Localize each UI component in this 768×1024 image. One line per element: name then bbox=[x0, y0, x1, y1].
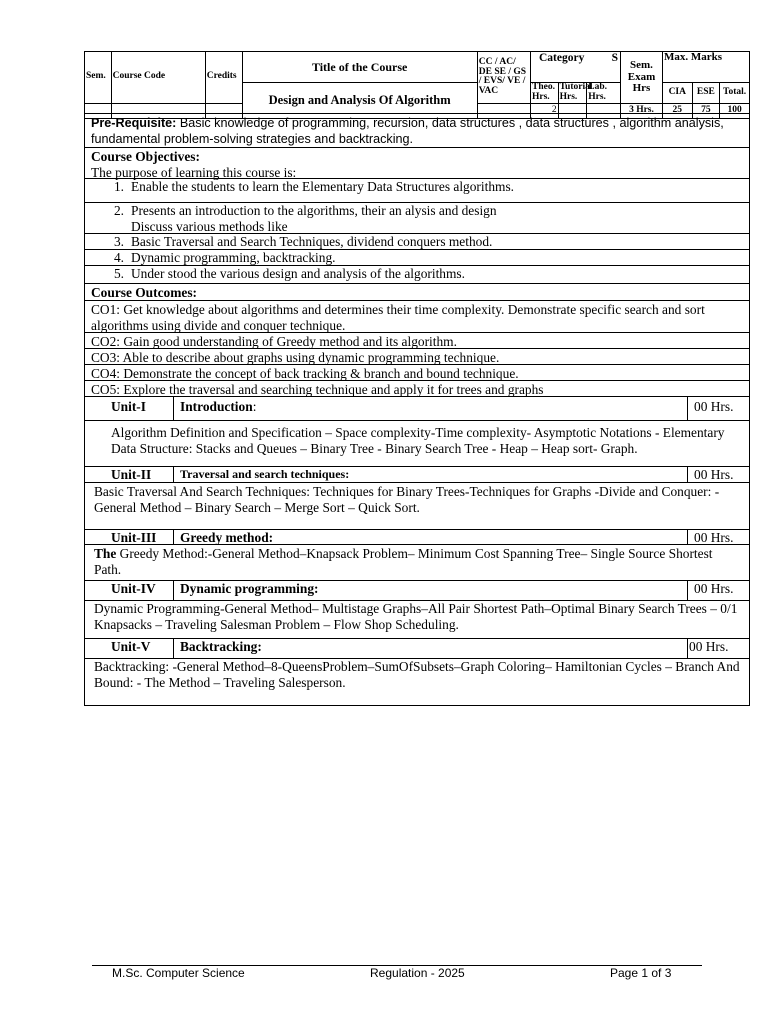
objective-text: Under stood the various design and analysis of the algorithms. bbox=[131, 266, 465, 281]
unit-3-content bbox=[85, 544, 749, 580]
course-header-table bbox=[84, 51, 750, 119]
sem-exam-label: Sem. Exam Hrs bbox=[621, 52, 663, 104]
category-label bbox=[530, 52, 620, 83]
objective-item-2 bbox=[85, 202, 749, 233]
theo-label: Theo. Hrs. bbox=[530, 83, 558, 104]
prerequisite-row bbox=[85, 113, 749, 147]
objective-text: Enable the students to learn the Elementary Data Structures algorithms. bbox=[131, 179, 515, 194]
objectives-intro-row bbox=[85, 147, 749, 178]
objective-num: 4. bbox=[113, 250, 124, 265]
objective-num: 2. bbox=[113, 203, 124, 218]
prerequisite-text: Basic knowledge of programming, recursion, data structures , data structures , algorithm analysis, fundamental problem-solving strategies and backtracking. bbox=[91, 116, 724, 146]
total-value: 100 bbox=[720, 103, 750, 118]
unit-title: Traversal and search techniques: bbox=[180, 467, 350, 481]
unit-3-header bbox=[85, 529, 749, 544]
credits-label: Credits bbox=[205, 52, 242, 104]
objective-num: 1. bbox=[113, 179, 124, 194]
course-title: Design and Analysis Of Algorithm bbox=[242, 83, 477, 119]
unit-1-header bbox=[85, 396, 749, 420]
unit-hours: 00 Hrs. bbox=[687, 581, 749, 600]
prerequisite-label: Pre-Requisite: bbox=[91, 116, 177, 130]
unit-2-content: Basic Traversal And Search Techniques: Techniques for Binary Trees-Techniques for Graphs -Divide and Conquer: - General Method – Binary Search – Merge Sort – Quick Sort. bbox=[85, 482, 749, 529]
tutorial-label: Tutorial Hrs. bbox=[559, 82, 593, 102]
objective-text: Presents an introduction to the algorithms, their an alysis and design bbox=[131, 203, 497, 218]
max-marks-label: Max. Marks bbox=[662, 52, 749, 83]
title-label: Title of the Course bbox=[242, 52, 477, 83]
objective-item-1 bbox=[85, 178, 749, 202]
objectives-intro: The purpose of learning this course is: bbox=[91, 164, 297, 180]
total-label: Total. bbox=[720, 83, 750, 104]
objective-text: Dynamic programming, backtracking. bbox=[131, 250, 336, 265]
objectives-heading: Course Objectives: bbox=[91, 149, 200, 164]
unit-2-header bbox=[85, 466, 749, 482]
outcome-co1: CO1: Get knowledge about algorithms and determines their time complexity. Demonstrate specific search and sort algorithms using divide and conquer technique. bbox=[85, 300, 749, 332]
unit-3-content-lead: The bbox=[94, 546, 117, 561]
unit-name: Unit-V bbox=[85, 639, 174, 658]
unit-name: Unit-II bbox=[85, 467, 174, 482]
unit-3-content-text: Greedy Method:-General Method–Knapsack Problem– Minimum Cost Spanning Tree– Single Source Shortest Path. bbox=[94, 546, 713, 577]
unit-hours: 00 Hrs. bbox=[687, 397, 749, 420]
unit-title: Introduction bbox=[180, 399, 253, 414]
syllabus-body bbox=[84, 113, 750, 706]
lab-label: Lab. Hrs. bbox=[587, 83, 621, 104]
unit-5-content: Backtracking: -General Method–8-QueensProblem–SumOfSubsets–Graph Coloring– Hamiltonian Cycles – Branch And Bound: - The Method – Traveling Salesperson. bbox=[85, 658, 749, 705]
exam-hrs-value: 3 Hrs. bbox=[621, 103, 663, 118]
cia-value: 25 bbox=[662, 103, 692, 118]
unit-name: Unit-I bbox=[85, 397, 174, 420]
footer-program: M.Sc. Computer Science bbox=[112, 966, 245, 980]
outcome-co2: CO2: Gain good understanding of Greedy method and its algorithm. bbox=[85, 332, 749, 348]
sem-label: Sem. bbox=[85, 52, 112, 104]
unit-title-suffix: : bbox=[252, 399, 257, 414]
unit-name: Unit-IV bbox=[85, 581, 174, 600]
unit-hours: 00 Hrs. bbox=[687, 639, 749, 658]
cc-label: CC / AC/ DE SE / GS / EVS/ VE / VAC bbox=[477, 52, 530, 104]
ese-label: ESE bbox=[692, 83, 720, 104]
outcome-co4: CO4: Demonstrate the concept of back tracking & branch and bound technique. bbox=[85, 364, 749, 380]
footer-regulation: Regulation - 2025 bbox=[370, 966, 465, 980]
objective-text: Basic Traversal and Search Techniques, dividend conquers method. bbox=[131, 234, 493, 249]
unit-4-header bbox=[85, 580, 749, 600]
cia-label: CIA bbox=[662, 83, 692, 104]
footer-page-number: Page 1 of 3 bbox=[610, 966, 672, 980]
objective-item-4 bbox=[85, 249, 749, 265]
unit-hours: 00 Hrs. bbox=[687, 530, 749, 544]
objective-text-continued: Discuss various methods like bbox=[131, 218, 288, 234]
outcome-co3: CO3: Able to describe about graphs using dynamic programming technique. bbox=[85, 348, 749, 364]
unit-title: Dynamic programming: bbox=[180, 581, 319, 596]
ese-value: 75 bbox=[692, 103, 720, 118]
objective-item-3 bbox=[85, 233, 749, 249]
unit-5-header bbox=[85, 638, 749, 658]
unit-1-content: Algorithm Definition and Specification – Space complexity-Time complexity- Asymptotic Notations - Elementary Data Structure: Stacks and Queues – Binary Tree - Binary Search Tree - Heap – Heap sort- Graph. bbox=[85, 420, 749, 466]
unit-title: Backtracking: bbox=[180, 639, 262, 654]
objective-num: 3. bbox=[113, 234, 124, 249]
objective-item-5 bbox=[85, 265, 749, 283]
unit-name: Unit-III bbox=[85, 530, 174, 544]
course-code-label: Course Code bbox=[111, 52, 205, 104]
outcomes-heading: Course Outcomes: bbox=[85, 283, 749, 300]
unit-4-content: Dynamic Programming-General Method– Multistage Graphs–All Pair Shortest Path–Optimal Binary Search Trees – 0/1 Knapsacks – Traveling Salesman Problem – Flow Shop Scheduling. bbox=[85, 600, 749, 638]
objective-num: 5. bbox=[113, 266, 124, 281]
category-text: Category bbox=[538, 52, 585, 64]
outcome-co5: CO5: Explore the traversal and searching technique and apply it for trees and graphs bbox=[85, 380, 749, 396]
unit-hours: 00 Hrs. bbox=[687, 467, 749, 482]
theo-value: 2 bbox=[530, 103, 558, 118]
unit-title: Greedy method: bbox=[180, 530, 274, 545]
category-s: S bbox=[611, 52, 619, 64]
